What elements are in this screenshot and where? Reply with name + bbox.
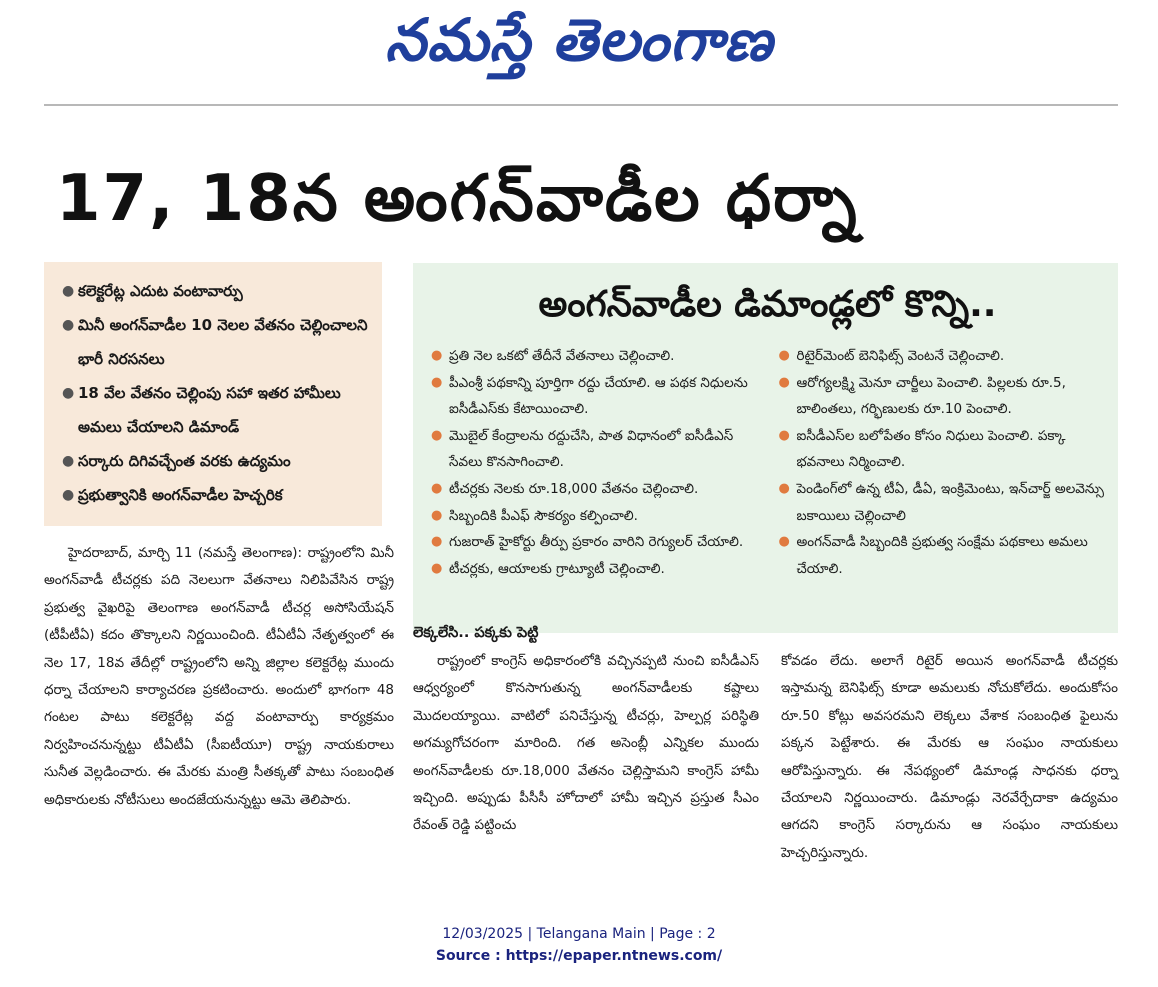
bullet-icon: ● bbox=[62, 487, 75, 503]
article-subhead: లెక్కలేసి.. పక్కకు పెట్టి bbox=[413, 625, 539, 641]
bullet-icon: ● bbox=[431, 348, 443, 363]
demand-item: ● సిబ్బందికి పీఎఫ్ సౌకర్యం కల్పించాలి. bbox=[431, 503, 757, 530]
highlight-item: ● ప్రభుత్వానికి అంగన్‌వాడీల హెచ్చరిక bbox=[62, 478, 372, 512]
article-paragraph: కోవడం లేదు. అలాగే రిటైర్ అయిన అంగన్‌వాడీ టీచర్లకు ఇస్తామన్న బెనిఫిట్స్ కూడా అమలుకు నోచుకోలేదు. అందుకోసం రూ.50 కోట్లు అవసరమని లెక్కలు వేశాక సంబంధిత ఫైలును పక్కన పెట్టేశారు. ఈ మేరకు ఆ సంఘం నాయకులు ఆరోపిస్తున్నారు. ఈ నేపథ్యంలో డిమాండ్ల సాధనకు ధర్నా చేయాలని నిర్ణయించారు. డిమాండ్లు నెరవేర్చేదాకా ఉద్యమం ఆగదని కాంగ్రెస్ సర్కారును ఆ సంఘం నాయకులు హెచ్చరిస్తున్నారు. bbox=[781, 653, 1118, 861]
highlight-item: ● సర్కారు దిగివచ్చేంత వరకు ఉద్యమం bbox=[62, 444, 372, 478]
demand-item: ● రిటైర్‌మెంట్ బెనిఫిట్స్ వెంటనే చెల్లించాలి. bbox=[779, 343, 1105, 370]
demand-item: ● పీఎంశ్రీ పథకాన్ని పూర్తిగా రద్దు చేయాలి. ఆ పథక నిధులను ఐసీడీఎస్‌కు కేటాయించాలి. bbox=[431, 370, 757, 423]
article-column-3 bbox=[781, 648, 1118, 867]
demand-item: ● అంగన్‌వాడీ సిబ్బందికి ప్రభుత్వ సంక్షేమ పథకాలు అమలు చేయాలి. bbox=[779, 529, 1105, 582]
article-paragraph: రాష్ట్రంలో కాంగ్రెస్ అధికారంలోకి వచ్చినప్పటి నుంచి ఐసీడీఎస్ ఆధ్వర్యంలో కొనసాగుతున్న అంగన్‌వాడీలకు కష్టాలు మొదలయ్యాయి. వాటిలో పనిచేస్తున్న టీచర్లు, హెల్పర్ల పరిస్థితి అగమ్యగోచరంగా మారింది. గత అసెంబ్లీ ఎన్నికల ముందు అంగన్‌వాడీలకు రూ.18,000 వేతనం చెల్లిస్తామని కాంగ్రెస్ హామీ ఇచ్చింది. అప్పుడు పీసీసీ హోదాలో హామీ ఇచ్చిన ప్రస్తుత సీఎం రేవంత్ రెడ్డి పట్టించు bbox=[413, 653, 759, 834]
demand-item: ● గుజరాత్ హైకోర్టు తీర్పు ప్రకారం వారిని రెగ్యులర్ చేయాలి. bbox=[431, 529, 757, 556]
bullet-icon: ● bbox=[431, 560, 443, 576]
footer-source-link[interactable]: Source : https://epaper.ntnews.com/ bbox=[435, 948, 723, 964]
article-column-1 bbox=[44, 540, 394, 814]
article-column-2 bbox=[413, 625, 759, 840]
footer-edition-info: 12/03/2025 | Telangana Main | Page : 2 bbox=[442, 926, 716, 942]
bullet-icon: ● bbox=[62, 317, 75, 333]
demand-item: ● టీచర్లకు, ఆయాలకు గ్రాట్యూటీ చెల్లించాలి. bbox=[431, 556, 757, 583]
demands-left-column bbox=[431, 343, 757, 582]
bullet-icon: ● bbox=[62, 385, 75, 401]
article-paragraph: హైదరాబాద్, మార్చి 11 (నమస్తే తెలంగాణ): రాష్ట్రంలోని మినీ అంగన్‌వాడీ టీచర్లకు పది నెలలుగా వేతనాలు నిలిపివేసిన రాష్ట్ర ప్రభుత్వ వైఖరిపై తెలంగాణ అంగన్‌వాడీ టీచర్ల అసోసియేషన్ (టీపీటీఏ) కదం తొక్కాలని నిర్ణయించింది. టీఏటీఏ నేతృత్వంలో ఈ నెల 17, 18వ తేదీల్లో రాష్ట్రంలోని అన్ని జిల్లాల కలెక్టరేట్ల ముందు ధర్నా చేయాలని కార్యాచరణ ప్రకటించారు. అందులో భాగంగా 48 గంటల పాటు కలెక్టరేట్ల వద్ద వంటావార్పు కార్యక్రమం నిర్వహించనున్నట్టు టీఏటీఏ (సీఐటీయూ) రాష్ట్ర నాయకురాలు సునీత వెల్లడించారు. ఈ మేరకు మంత్రి సీతక్కతో పాటు సంబంధిత అధికారులకు నోటీసులు అందజేయనున్నట్టు ఆమె తెలిపారు. bbox=[44, 545, 394, 808]
demand-item: ● మొబైల్ కేంద్రాలను రద్దుచేసి, పాత విధానంలో ఐసీడీఎస్ సేవలు కొనసాగించాలి. bbox=[431, 423, 757, 476]
bullet-icon: ● bbox=[431, 534, 443, 550]
demand-item: ● ఆరోగ్యలక్ష్మి మెనూ చార్జీలు పెంచాలి. పిల్లలకు రూ.5, బాలింతలు, గర్భిణులకు రూ.10 పెంచాలి. bbox=[779, 370, 1105, 423]
bullet-icon: ● bbox=[62, 453, 75, 469]
bullet-icon: ● bbox=[778, 348, 790, 363]
demands-title: అంగన్‌వాడీల డిమాండ్లలో కొన్ని.. bbox=[538, 284, 997, 325]
demands-box bbox=[413, 263, 1118, 633]
headline: 17, 18న అంగన్‌వాడీల ధర్నా bbox=[56, 162, 859, 236]
highlight-item: ● మినీ అంగన్‌వాడీల 10 నెలల వేతనం చెల్లించాలని భారీ నిరసనలు bbox=[62, 308, 372, 376]
bullet-icon: ● bbox=[778, 534, 790, 550]
highlight-item: ● 18 వేల వేతనం చెల్లింపు సహా ఇతర హామీలు అమలు చేయాలని డిమాండ్ bbox=[62, 376, 372, 444]
demand-item: ● పెండింగ్‌లో ఉన్న టీఏ, డీఏ, ఇంక్రిమెంటు, ఇన్‌చార్జ్ అలవెన్సు బకాయిలు చెల్లించాలి bbox=[779, 476, 1105, 529]
demand-item: ● ప్రతి నెల ఒకటో తేదీనే వేతనాలు చెల్లించాలి. bbox=[431, 343, 757, 370]
masthead-divider bbox=[44, 104, 1118, 106]
bullet-icon: ● bbox=[431, 427, 443, 443]
bullet-icon: ● bbox=[431, 507, 443, 523]
bullet-icon: ● bbox=[778, 480, 790, 496]
bullet-icon: ● bbox=[431, 374, 443, 390]
bullet-icon: ● bbox=[778, 427, 790, 443]
highlight-item: ● కలెక్టరేట్ల ఎదుట వంటావార్పు bbox=[62, 274, 372, 308]
highlights-box bbox=[44, 262, 382, 526]
masthead-logo: నమస్తే తెలంగాణ bbox=[385, 6, 773, 74]
bullet-icon: ● bbox=[778, 374, 790, 390]
demands-right-column bbox=[779, 343, 1105, 582]
demand-item: ● ఐసీడీఎస్‌ల బలోపేతం కోసం నిధులు పెంచాలి. పక్కా భవనాలు నిర్మించాలి. bbox=[779, 423, 1105, 476]
bullet-icon: ● bbox=[431, 480, 443, 496]
demand-item: ● టీచర్లకు నెలకు రూ.18,000 వేతనం చెల్లించాలి. bbox=[431, 476, 757, 503]
bullet-icon: ● bbox=[62, 283, 75, 299]
